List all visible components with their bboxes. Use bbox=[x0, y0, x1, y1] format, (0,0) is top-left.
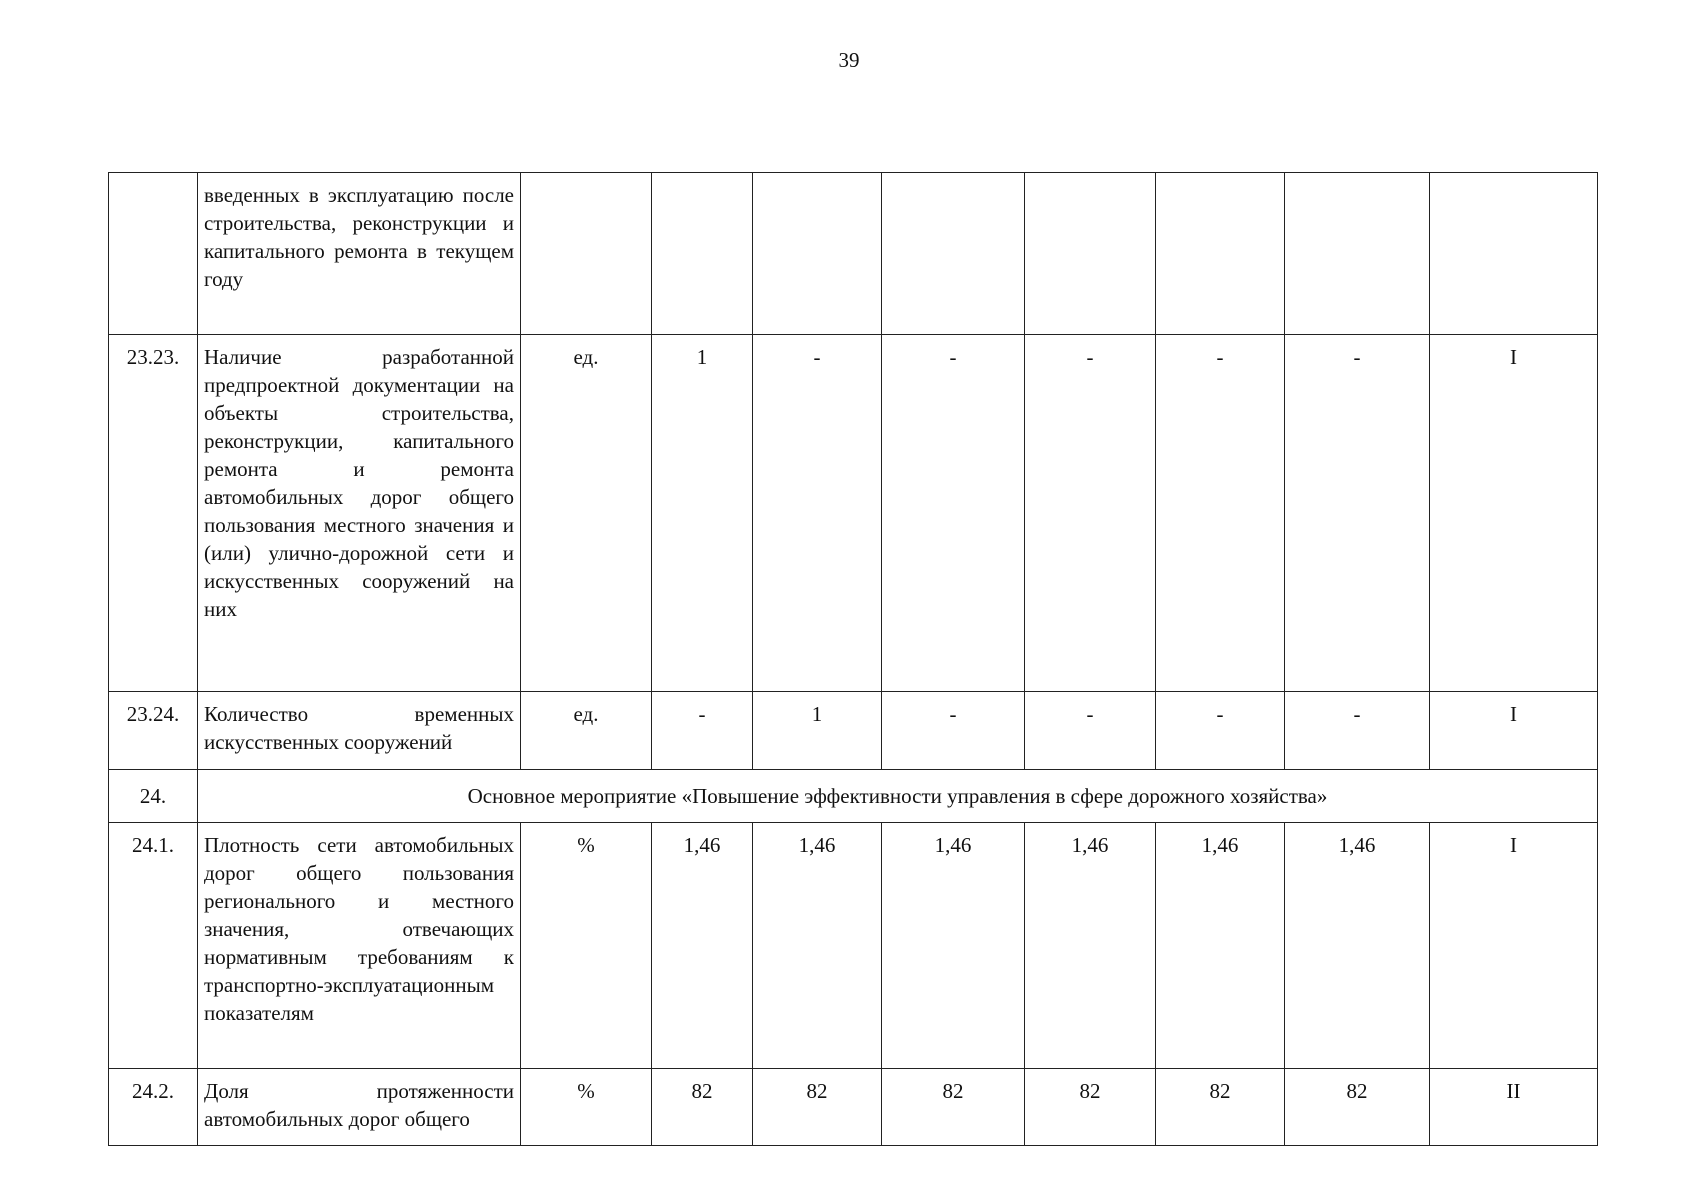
unit-cell: % bbox=[521, 823, 652, 1069]
value-cell bbox=[882, 173, 1025, 335]
value-cell: - bbox=[882, 335, 1025, 692]
value-cell: 82 bbox=[1285, 1069, 1430, 1146]
value-cell bbox=[1285, 173, 1430, 335]
table-row bbox=[109, 173, 1598, 335]
row-number bbox=[109, 173, 198, 335]
category-cell: I bbox=[1430, 823, 1598, 1069]
value-cell: 82 bbox=[1025, 1069, 1156, 1146]
table-row bbox=[109, 823, 1598, 1069]
indicator-name: Плотность сети автомобильных дорог общего пользования регионального и местного значения, отвечающих нормативным требованиям к транспортно-эксплуатационным показателям bbox=[198, 823, 521, 1069]
unit-cell: ед. bbox=[521, 692, 652, 770]
value-cell bbox=[1156, 173, 1285, 335]
value-cell bbox=[652, 173, 753, 335]
unit-cell bbox=[521, 173, 652, 335]
category-cell: I bbox=[1430, 335, 1598, 692]
section-row bbox=[109, 770, 1598, 823]
value-cell: 1,46 bbox=[652, 823, 753, 1069]
unit-cell: ед. bbox=[521, 335, 652, 692]
unit-cell: % bbox=[521, 1069, 652, 1146]
section-title: Основное мероприятие «Повышение эффективности управления в сфере дорожного хозяйства» bbox=[198, 770, 1598, 823]
category-cell bbox=[1430, 173, 1598, 335]
value-cell: 1 bbox=[753, 692, 882, 770]
page-number: 39 bbox=[838, 48, 860, 72]
value-cell: 1,46 bbox=[1156, 823, 1285, 1069]
category-cell: I bbox=[1430, 692, 1598, 770]
value-cell bbox=[1025, 173, 1156, 335]
indicator-name: введенных в эксплуатацию после строительства, реконструкции и капитального ремонта в текущем году bbox=[198, 173, 521, 335]
value-cell: 82 bbox=[753, 1069, 882, 1146]
value-cell: - bbox=[1285, 335, 1430, 692]
value-cell: 1,46 bbox=[1285, 823, 1430, 1069]
value-cell: 1,46 bbox=[882, 823, 1025, 1069]
value-cell: 1 bbox=[652, 335, 753, 692]
category-cell: II bbox=[1430, 1069, 1598, 1146]
value-cell: - bbox=[1156, 692, 1285, 770]
value-cell: 1,46 bbox=[1025, 823, 1156, 1069]
indicators-table bbox=[108, 172, 1598, 1146]
value-cell: 82 bbox=[652, 1069, 753, 1146]
value-cell: - bbox=[1156, 335, 1285, 692]
row-number: 24.2. bbox=[109, 1069, 198, 1146]
value-cell: - bbox=[1285, 692, 1430, 770]
row-number: 23.23. bbox=[109, 335, 198, 692]
value-cell: - bbox=[882, 692, 1025, 770]
value-cell: 82 bbox=[882, 1069, 1025, 1146]
value-cell: - bbox=[1025, 335, 1156, 692]
indicator-name: Доля протяженности автомобильных дорог общего bbox=[198, 1069, 521, 1146]
indicator-name: Наличие разработанной предпроектной документации на объекты строительства, реконструкции, капитального ремонта и ремонта автомобильных дорог общего пользования местного значения и (или) улично-дорожной сети и искусственных сооружений на них bbox=[198, 335, 521, 692]
row-number: 24.1. bbox=[109, 823, 198, 1069]
value-cell: - bbox=[753, 335, 882, 692]
indicator-name: Количество временных искусственных сооружений bbox=[198, 692, 521, 770]
value-cell: 1,46 bbox=[753, 823, 882, 1069]
value-cell: - bbox=[1025, 692, 1156, 770]
value-cell: - bbox=[652, 692, 753, 770]
table-row bbox=[109, 692, 1598, 770]
row-number: 23.24. bbox=[109, 692, 198, 770]
value-cell bbox=[753, 173, 882, 335]
table-row bbox=[109, 335, 1598, 692]
section-number: 24. bbox=[109, 770, 198, 823]
value-cell: 82 bbox=[1156, 1069, 1285, 1146]
table-row bbox=[109, 1069, 1598, 1146]
